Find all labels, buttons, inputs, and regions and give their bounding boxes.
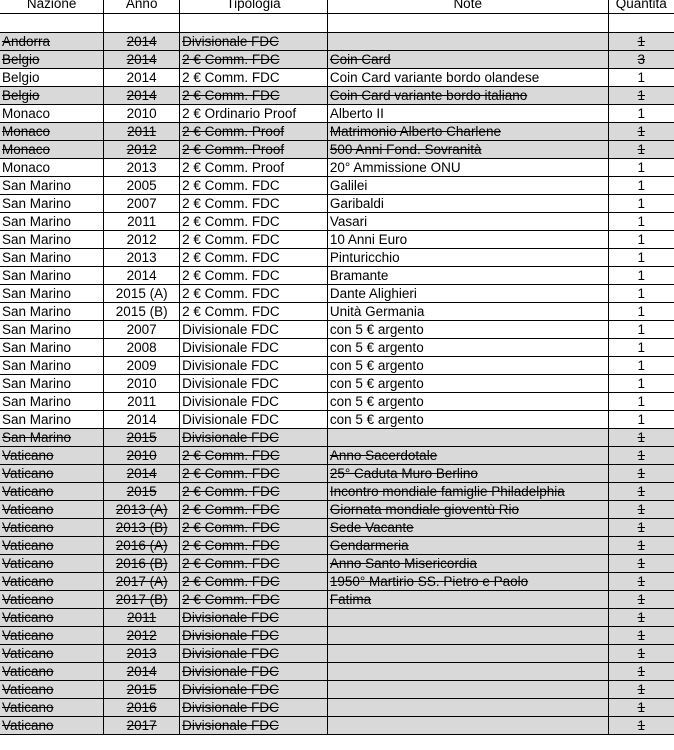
notes-cell[interactable]: Giornata mondiale gioventù Rio <box>327 501 608 519</box>
year-cell[interactable]: 2016 (B) <box>104 555 180 573</box>
table-row[interactable] <box>0 195 674 213</box>
year-cell[interactable]: 2010 <box>104 447 180 465</box>
table-row[interactable] <box>0 627 674 645</box>
table-row[interactable] <box>0 537 674 555</box>
table-row[interactable] <box>0 14 674 33</box>
table-row[interactable] <box>0 249 674 267</box>
table-row[interactable] <box>0 177 674 195</box>
nation-cell[interactable]: San Marino <box>0 303 104 321</box>
nation-cell[interactable]: Vaticano <box>0 447 104 465</box>
table-row[interactable] <box>0 519 674 537</box>
year-cell[interactable]: 2015 (A) <box>104 285 180 303</box>
header-anno[interactable]: Anno <box>104 0 180 14</box>
nation-cell[interactable]: Monaco <box>0 141 104 159</box>
type-cell[interactable]: 2 € Comm. FDC <box>180 465 328 483</box>
type-cell[interactable]: 2 € Comm. FDC <box>180 519 328 537</box>
quantity-cell[interactable]: 1 <box>608 573 674 591</box>
type-cell[interactable]: 2 € Comm. Proof <box>180 141 328 159</box>
nation-cell[interactable]: Vaticano <box>0 573 104 591</box>
notes-cell[interactable]: Matrimonio Alberto Charlene <box>327 123 608 141</box>
quantity-cell[interactable]: 1 <box>608 285 674 303</box>
quantity-cell[interactable]: 1 <box>608 249 674 267</box>
type-cell[interactable]: Divisionale FDC <box>180 663 328 681</box>
quantity-cell[interactable]: 3 <box>608 51 674 69</box>
notes-cell[interactable] <box>327 33 608 51</box>
nation-cell[interactable]: Vaticano <box>0 645 104 663</box>
year-cell[interactable]: 2015 <box>104 483 180 501</box>
notes-cell[interactable]: Garibaldi <box>327 195 608 213</box>
year-cell[interactable]: 2011 <box>104 123 180 141</box>
nation-cell[interactable]: Vaticano <box>0 627 104 645</box>
notes-cell[interactable] <box>327 609 608 627</box>
table-row[interactable] <box>0 159 674 177</box>
nation-cell[interactable]: Vaticano <box>0 465 104 483</box>
table-row[interactable] <box>0 69 674 87</box>
notes-cell[interactable]: 1950° Martirio SS. Pietro e Paolo <box>327 573 608 591</box>
year-cell[interactable]: 2014 <box>104 33 180 51</box>
type-cell[interactable] <box>180 14 328 33</box>
quantity-cell[interactable]: 1 <box>608 447 674 465</box>
nation-cell[interactable]: Belgio <box>0 87 104 105</box>
quantity-cell[interactable]: 1 <box>608 177 674 195</box>
type-cell[interactable]: 2 € Comm. FDC <box>180 591 328 609</box>
nation-cell[interactable]: San Marino <box>0 285 104 303</box>
type-cell[interactable]: Divisionale FDC <box>180 645 328 663</box>
quantity-cell[interactable] <box>608 14 674 33</box>
quantity-cell[interactable]: 1 <box>608 357 674 375</box>
quantity-cell[interactable]: 1 <box>608 627 674 645</box>
year-cell[interactable]: 2014 <box>104 267 180 285</box>
table-row[interactable] <box>0 285 674 303</box>
table-row[interactable] <box>0 339 674 357</box>
table-row[interactable] <box>0 141 674 159</box>
table-row[interactable] <box>0 483 674 501</box>
nation-cell[interactable]: Vaticano <box>0 537 104 555</box>
type-cell[interactable]: Divisionale FDC <box>180 681 328 699</box>
quantity-cell[interactable]: 1 <box>608 231 674 249</box>
year-cell[interactable]: 2013 <box>104 249 180 267</box>
type-cell[interactable]: 2 € Comm. FDC <box>180 501 328 519</box>
table-row[interactable] <box>0 465 674 483</box>
type-cell[interactable]: 2 € Comm. FDC <box>180 69 328 87</box>
quantity-cell[interactable]: 1 <box>608 339 674 357</box>
notes-cell[interactable] <box>327 14 608 33</box>
year-cell[interactable]: 2011 <box>104 609 180 627</box>
type-cell[interactable]: Divisionale FDC <box>180 357 328 375</box>
quantity-cell[interactable]: 1 <box>608 537 674 555</box>
quantity-cell[interactable]: 1 <box>608 609 674 627</box>
quantity-cell[interactable]: 1 <box>608 717 674 735</box>
nation-cell[interactable]: San Marino <box>0 411 104 429</box>
nation-cell[interactable]: Vaticano <box>0 483 104 501</box>
nation-cell[interactable]: Monaco <box>0 123 104 141</box>
quantity-cell[interactable]: 1 <box>608 33 674 51</box>
table-row[interactable] <box>0 573 674 591</box>
quantity-cell[interactable]: 1 <box>608 501 674 519</box>
type-cell[interactable]: 2 € Comm. FDC <box>180 303 328 321</box>
table-row[interactable] <box>0 375 674 393</box>
year-cell[interactable]: 2014 <box>104 87 180 105</box>
notes-cell[interactable]: con 5 € argento <box>327 393 608 411</box>
year-cell[interactable]: 2011 <box>104 213 180 231</box>
nation-cell[interactable]: San Marino <box>0 339 104 357</box>
quantity-cell[interactable]: 1 <box>608 555 674 573</box>
quantity-cell[interactable]: 1 <box>608 519 674 537</box>
year-cell[interactable]: 2009 <box>104 357 180 375</box>
quantity-cell[interactable]: 1 <box>608 141 674 159</box>
nation-cell[interactable]: San Marino <box>0 249 104 267</box>
year-cell[interactable]: 2017 (B) <box>104 591 180 609</box>
notes-cell[interactable]: Anno Santo Misericordia <box>327 555 608 573</box>
type-cell[interactable]: 2 € Comm. FDC <box>180 573 328 591</box>
quantity-cell[interactable]: 1 <box>608 123 674 141</box>
nation-cell[interactable]: Vaticano <box>0 663 104 681</box>
table-row[interactable] <box>0 645 674 663</box>
table-row[interactable] <box>0 429 674 447</box>
notes-cell[interactable] <box>327 717 608 735</box>
quantity-cell[interactable]: 1 <box>608 69 674 87</box>
notes-cell[interactable]: con 5 € argento <box>327 339 608 357</box>
notes-cell[interactable]: Galilei <box>327 177 608 195</box>
quantity-cell[interactable]: 1 <box>608 321 674 339</box>
type-cell[interactable]: Divisionale FDC <box>180 627 328 645</box>
year-cell[interactable]: 2013 <box>104 159 180 177</box>
table-row[interactable] <box>0 321 674 339</box>
quantity-cell[interactable]: 1 <box>608 195 674 213</box>
notes-cell[interactable] <box>327 699 608 717</box>
table-row[interactable] <box>0 357 674 375</box>
quantity-cell[interactable]: 1 <box>608 411 674 429</box>
type-cell[interactable]: Divisionale FDC <box>180 411 328 429</box>
notes-cell[interactable]: 20° Ammissione ONU <box>327 159 608 177</box>
quantity-cell[interactable]: 1 <box>608 375 674 393</box>
table-row[interactable] <box>0 609 674 627</box>
notes-cell[interactable]: Coin Card <box>327 51 608 69</box>
notes-cell[interactable] <box>327 663 608 681</box>
notes-cell[interactable] <box>327 645 608 663</box>
year-cell[interactable]: 2011 <box>104 393 180 411</box>
type-cell[interactable]: Divisionale FDC <box>180 375 328 393</box>
notes-cell[interactable]: Fatima <box>327 591 608 609</box>
year-cell[interactable]: 2007 <box>104 321 180 339</box>
quantity-cell[interactable]: 1 <box>608 393 674 411</box>
header-nazione[interactable]: Nazione <box>0 0 104 14</box>
type-cell[interactable]: 2 € Comm. FDC <box>180 213 328 231</box>
quantity-cell[interactable]: 1 <box>608 681 674 699</box>
nation-cell[interactable]: San Marino <box>0 393 104 411</box>
type-cell[interactable]: 2 € Comm. Proof <box>180 159 328 177</box>
quantity-cell[interactable]: 1 <box>608 303 674 321</box>
notes-cell[interactable]: con 5 € argento <box>327 411 608 429</box>
year-cell[interactable]: 2008 <box>104 339 180 357</box>
notes-cell[interactable]: Dante Alighieri <box>327 285 608 303</box>
year-cell[interactable]: 2016 <box>104 699 180 717</box>
quantity-cell[interactable]: 1 <box>608 465 674 483</box>
nation-cell[interactable]: Vaticano <box>0 555 104 573</box>
nation-cell[interactable]: Belgio <box>0 51 104 69</box>
nation-cell[interactable] <box>0 14 104 33</box>
notes-cell[interactable]: Alberto II <box>327 105 608 123</box>
notes-cell[interactable]: con 5 € argento <box>327 321 608 339</box>
notes-cell[interactable]: 500 Anni Fond. Sovranità <box>327 141 608 159</box>
nation-cell[interactable]: Vaticano <box>0 591 104 609</box>
year-cell[interactable]: 2014 <box>104 411 180 429</box>
year-cell[interactable]: 2014 <box>104 69 180 87</box>
nation-cell[interactable]: San Marino <box>0 357 104 375</box>
type-cell[interactable]: 2 € Comm. FDC <box>180 537 328 555</box>
year-cell[interactable]: 2015 (B) <box>104 303 180 321</box>
type-cell[interactable]: 2 € Ordinario Proof <box>180 105 328 123</box>
table-row[interactable] <box>0 411 674 429</box>
table-row[interactable] <box>0 501 674 519</box>
notes-cell[interactable] <box>327 429 608 447</box>
notes-cell[interactable] <box>327 681 608 699</box>
quantity-cell[interactable]: 1 <box>608 213 674 231</box>
notes-cell[interactable]: 10 Anni Euro <box>327 231 608 249</box>
nation-cell[interactable]: San Marino <box>0 267 104 285</box>
year-cell[interactable]: 2013 (B) <box>104 519 180 537</box>
year-cell[interactable]: 2013 <box>104 645 180 663</box>
nation-cell[interactable]: Belgio <box>0 69 104 87</box>
nation-cell[interactable]: San Marino <box>0 429 104 447</box>
table-row[interactable] <box>0 267 674 285</box>
type-cell[interactable]: 2 € Comm. FDC <box>180 447 328 465</box>
notes-cell[interactable]: Coin Card variante bordo italiano <box>327 87 608 105</box>
type-cell[interactable]: Divisionale FDC <box>180 321 328 339</box>
quantity-cell[interactable]: 1 <box>608 591 674 609</box>
year-cell[interactable]: 2010 <box>104 375 180 393</box>
quantity-cell[interactable]: 1 <box>608 429 674 447</box>
quantity-cell[interactable]: 1 <box>608 105 674 123</box>
table-row[interactable] <box>0 213 674 231</box>
type-cell[interactable]: 2 € Comm. FDC <box>180 483 328 501</box>
quantity-cell[interactable]: 1 <box>608 699 674 717</box>
year-cell[interactable]: 2012 <box>104 627 180 645</box>
header-note[interactable]: Note <box>327 0 608 14</box>
table-body <box>0 14 674 735</box>
year-cell[interactable]: 2010 <box>104 105 180 123</box>
year-cell[interactable]: 2015 <box>104 681 180 699</box>
year-cell[interactable]: 2014 <box>104 663 180 681</box>
type-cell[interactable]: 2 € Comm. FDC <box>180 195 328 213</box>
header-tipologia[interactable]: Tipologia <box>180 0 328 14</box>
table-row[interactable] <box>0 33 674 51</box>
notes-cell[interactable]: Bramante <box>327 267 608 285</box>
type-cell[interactable]: Divisionale FDC <box>180 699 328 717</box>
year-cell[interactable]: 2017 (A) <box>104 573 180 591</box>
type-cell[interactable]: Divisionale FDC <box>180 717 328 735</box>
header-row <box>0 0 674 14</box>
year-cell[interactable]: 2015 <box>104 429 180 447</box>
table-row[interactable] <box>0 231 674 249</box>
table-row[interactable] <box>0 663 674 681</box>
table-row[interactable] <box>0 105 674 123</box>
notes-cell[interactable]: Pinturicchio <box>327 249 608 267</box>
quantity-cell[interactable]: 1 <box>608 645 674 663</box>
year-cell[interactable]: 2007 <box>104 195 180 213</box>
quantity-cell[interactable]: 1 <box>608 87 674 105</box>
quantity-cell[interactable]: 1 <box>608 663 674 681</box>
type-cell[interactable]: Divisionale FDC <box>180 33 328 51</box>
type-cell[interactable]: 2 € Comm. FDC <box>180 87 328 105</box>
nation-cell[interactable]: San Marino <box>0 321 104 339</box>
table-row[interactable] <box>0 699 674 717</box>
table-row[interactable] <box>0 555 674 573</box>
nation-cell[interactable]: Vaticano <box>0 717 104 735</box>
type-cell[interactable]: Divisionale FDC <box>180 429 328 447</box>
type-cell[interactable]: 2 € Comm. FDC <box>180 267 328 285</box>
type-cell[interactable]: Divisionale FDC <box>180 393 328 411</box>
nation-cell[interactable]: Andorra <box>0 33 104 51</box>
table-row[interactable] <box>0 591 674 609</box>
nation-cell[interactable]: San Marino <box>0 375 104 393</box>
nation-cell[interactable]: San Marino <box>0 195 104 213</box>
year-cell[interactable]: 2016 (A) <box>104 537 180 555</box>
type-cell[interactable]: Divisionale FDC <box>180 339 328 357</box>
quantity-cell[interactable]: 1 <box>608 159 674 177</box>
nation-cell[interactable]: Monaco <box>0 105 104 123</box>
quantity-cell[interactable]: 1 <box>608 267 674 285</box>
year-cell[interactable] <box>104 14 180 33</box>
notes-cell[interactable]: con 5 € argento <box>327 375 608 393</box>
nation-cell[interactable]: Vaticano <box>0 501 104 519</box>
notes-cell[interactable]: Coin Card variante bordo olandese <box>327 69 608 87</box>
nation-cell[interactable]: Vaticano <box>0 609 104 627</box>
notes-cell[interactable]: con 5 € argento <box>327 357 608 375</box>
type-cell[interactable]: 2 € Comm. FDC <box>180 555 328 573</box>
nation-cell[interactable]: Monaco <box>0 159 104 177</box>
notes-cell[interactable]: Incontro mondiale famiglie Philadelphia <box>327 483 608 501</box>
table-row[interactable] <box>0 303 674 321</box>
header-quantita[interactable]: Quantità <box>608 0 674 14</box>
table-row[interactable] <box>0 87 674 105</box>
year-cell[interactable]: 2005 <box>104 177 180 195</box>
type-cell[interactable]: 2 € Comm. FDC <box>180 231 328 249</box>
type-cell[interactable]: Divisionale FDC <box>180 609 328 627</box>
year-cell[interactable]: 2014 <box>104 51 180 69</box>
notes-cell[interactable]: Unità Germania <box>327 303 608 321</box>
year-cell[interactable]: 2014 <box>104 465 180 483</box>
nation-cell[interactable]: San Marino <box>0 213 104 231</box>
table-row[interactable] <box>0 447 674 465</box>
notes-cell[interactable]: Vasari <box>327 213 608 231</box>
nation-cell[interactable]: Vaticano <box>0 699 104 717</box>
nation-cell[interactable]: Vaticano <box>0 681 104 699</box>
year-cell[interactable]: 2012 <box>104 141 180 159</box>
type-cell[interactable]: 2 € Comm. Proof <box>180 123 328 141</box>
nation-cell[interactable]: San Marino <box>0 231 104 249</box>
nation-cell[interactable]: Vaticano <box>0 519 104 537</box>
notes-cell[interactable]: Gendarmeria <box>327 537 608 555</box>
quantity-cell[interactable]: 1 <box>608 483 674 501</box>
table-row[interactable] <box>0 393 674 411</box>
nation-cell[interactable]: San Marino <box>0 177 104 195</box>
type-cell[interactable]: 2 € Comm. FDC <box>180 285 328 303</box>
year-cell[interactable]: 2013 (A) <box>104 501 180 519</box>
type-cell[interactable]: 2 € Comm. FDC <box>180 51 328 69</box>
table-row[interactable] <box>0 717 674 735</box>
notes-cell[interactable] <box>327 627 608 645</box>
type-cell[interactable]: 2 € Comm. FDC <box>180 177 328 195</box>
table-row[interactable] <box>0 51 674 69</box>
type-cell[interactable]: 2 € Comm. FDC <box>180 249 328 267</box>
notes-cell[interactable]: Sede Vacante <box>327 519 608 537</box>
table-row[interactable] <box>0 123 674 141</box>
table-row[interactable] <box>0 681 674 699</box>
notes-cell[interactable]: Anno Sacerdotale <box>327 447 608 465</box>
year-cell[interactable]: 2017 <box>104 717 180 735</box>
year-cell[interactable]: 2012 <box>104 231 180 249</box>
notes-cell[interactable]: 25° Caduta Muro Berlino <box>327 465 608 483</box>
